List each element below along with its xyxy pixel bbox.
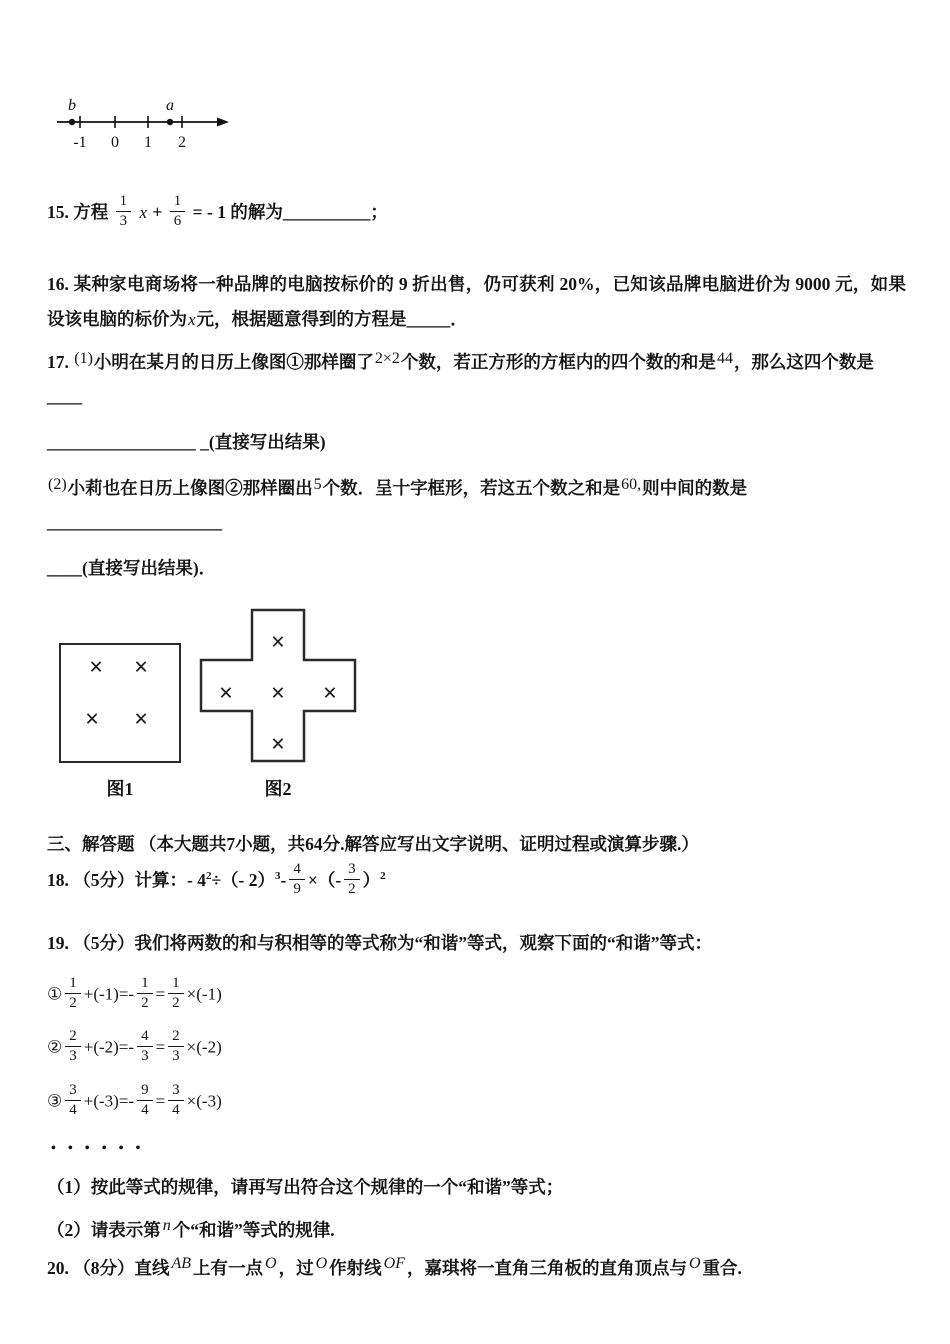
fraction-denominator: 4 — [141, 1101, 149, 1118]
question-17 — [47, 345, 906, 586]
fraction-denominator: 4 — [69, 1101, 77, 1118]
x-mark: × — [89, 653, 104, 681]
question-20 — [47, 1251, 906, 1285]
calendar-figures — [59, 608, 906, 801]
q15-tail: 的解为 — [230, 202, 283, 222]
axis-arrowhead — [217, 118, 229, 127]
variable-n: n — [162, 1216, 171, 1234]
q17-p2-note: (直接写出结果)． — [82, 558, 217, 579]
q16-number: 16. — [47, 273, 69, 294]
fraction-3-2 — [344, 861, 360, 899]
fraction-numerator: 4 — [137, 1028, 153, 1047]
fraction-1-3 — [116, 193, 132, 231]
fraction-numerator: 1 — [170, 193, 186, 212]
tick-label-2: 2 — [178, 134, 186, 151]
x-mark: × — [270, 628, 286, 656]
equation-segment: +(-2)=- — [83, 1037, 135, 1057]
equation-segment: ×(-2) — [186, 1037, 222, 1057]
q15-lead: 方程 — [73, 202, 109, 222]
q20-number: 20. — [47, 1257, 69, 1278]
equation-segment: ×(-3) — [186, 1091, 222, 1111]
fraction-numerator: 1 — [137, 975, 153, 994]
harmony-equation-3 — [47, 1081, 906, 1122]
q17-part2-tag: (2) — [48, 476, 67, 494]
fraction-denominator: 9 — [293, 881, 301, 898]
q18-text-1: （5分）计算：- 4 — [73, 869, 206, 890]
q17-p1-answer-blank: _________________ _ — [47, 432, 209, 453]
fraction — [168, 1028, 184, 1066]
question-18 — [47, 860, 906, 901]
q20-text-6: 重合. — [702, 1257, 742, 1278]
q18-text-3: - — [280, 869, 287, 890]
fraction — [65, 975, 81, 1013]
fraction-numerator: 4 — [289, 861, 305, 880]
figure2-label: 图2 — [264, 778, 292, 799]
equation-segment: = — [155, 1091, 166, 1111]
q20-text-3: ，过 — [278, 1257, 314, 1278]
q17-p1-text-a: 小明在某月的日历上像图①那样圈了 — [93, 351, 374, 372]
fraction-4-9 — [289, 861, 305, 899]
q17-p2-text-c: 则中间的数是 — [642, 478, 748, 499]
tick-label-1: 1 — [144, 134, 152, 151]
fraction — [65, 1028, 81, 1066]
q19-sub2-text-b: 个“和谐”等式的规律. — [172, 1219, 335, 1240]
x-mark: × — [322, 679, 338, 707]
ellipsis-dots: •••••• — [51, 1141, 153, 1157]
numberline-figure — [55, 98, 906, 159]
x-mark: × — [134, 653, 149, 681]
q15-end: ； — [370, 202, 388, 222]
figure2-cross — [199, 608, 357, 763]
x-mark: × — [270, 679, 286, 707]
q16-answer-blank: _____ — [406, 308, 451, 329]
q16-text-2: 元，根据题意得到的方程是 — [196, 308, 407, 329]
point-a-dot — [167, 119, 173, 125]
q17-p1-math-44: 44 — [716, 349, 733, 367]
fraction — [168, 975, 184, 1013]
fraction — [137, 1082, 153, 1120]
section-3-header — [47, 827, 906, 861]
circled-number-3: ③ — [47, 1091, 63, 1111]
fraction-numerator: 1 — [168, 975, 184, 994]
fraction — [168, 1082, 184, 1120]
fraction-1-6 — [170, 193, 186, 231]
variable-O: O — [689, 1254, 701, 1272]
q17-p2-text-b: 个数．呈十字框形，若这五个数之和是 — [322, 478, 621, 499]
q17-line-2 — [47, 425, 906, 459]
fraction-denominator: 3 — [172, 1048, 180, 1065]
figure1-column — [59, 643, 181, 801]
equation-segment: +(-3)=- — [83, 1091, 135, 1111]
variable-O: O — [265, 1254, 277, 1272]
q15-plus: + — [152, 202, 163, 222]
exponent-2: 2 — [380, 869, 386, 882]
equation-segment: = — [155, 984, 166, 1004]
figure2-column — [199, 608, 357, 801]
q18-text-5: ） — [362, 869, 381, 890]
fraction-numerator: 1 — [65, 975, 81, 994]
fraction-numerator: 3 — [65, 1082, 81, 1101]
x-mark: × — [270, 730, 286, 758]
q19-subquestion-1: （1）按此等式的规律，请再写出符合这个规律的一个“和谐”等式； — [47, 1177, 564, 1198]
q17-p1-blank: ____ — [47, 385, 82, 406]
q19-sub2-text-a: （2）请表示第 — [47, 1219, 161, 1240]
fraction — [137, 1028, 153, 1066]
section-3-title: 三、解答题 （本大题共7小题，共64分.解答应写出文字说明、证明过程或演算步骤.） — [47, 833, 699, 854]
fraction — [65, 1082, 81, 1120]
q17-p1-text-b: 个数，若正方形的方框内的四个数的和是 — [400, 351, 716, 372]
fraction-numerator: 2 — [168, 1028, 184, 1047]
point-b-dot — [69, 119, 75, 125]
fraction-numerator: 9 — [137, 1082, 153, 1101]
q20-text-4: 作射线 — [329, 1257, 382, 1278]
q16-end: ． — [450, 308, 468, 329]
fraction-numerator: 3 — [168, 1082, 184, 1101]
question-15 — [47, 195, 906, 233]
question-16 — [47, 267, 906, 337]
q19-number: 19. — [47, 933, 69, 954]
q17-p2-math-5: 5 — [313, 476, 322, 494]
fraction-denominator: 3 — [119, 213, 128, 230]
q17-p2-blank-2: ____ — [47, 558, 82, 579]
fraction-denominator: 6 — [173, 213, 182, 230]
q19-intro-line — [47, 926, 906, 960]
variable-O: O — [315, 1254, 328, 1272]
q17-p2-answer-blank: ____________________ — [47, 512, 222, 533]
figure1-square — [59, 643, 181, 763]
q19-intro: （5分）我们将两数的和与积相等的等式称为“和谐”等式，观察下面的“和谐”等式： — [73, 933, 712, 954]
question-19 — [47, 926, 906, 1246]
variable-x: x — [139, 203, 148, 222]
fraction-denominator: 4 — [172, 1101, 180, 1118]
fraction-denominator: 2 — [348, 881, 356, 898]
exponent-2: 2 — [205, 869, 212, 882]
tick-label-minus1: -1 — [73, 134, 87, 151]
q17-p1-math-2x2: 2×2 — [374, 349, 400, 367]
fraction-numerator: 1 — [116, 193, 132, 212]
q17-line-4 — [47, 551, 906, 585]
q15-equals: = - 1 — [192, 202, 226, 222]
point-a-label: a — [166, 98, 174, 114]
q17-number: 17. — [47, 351, 69, 372]
q20-text-1: （8分）直线 — [73, 1257, 170, 1278]
x-mark: × — [85, 705, 100, 733]
q17-part1-tag: (1) — [74, 349, 93, 367]
q15-number: 15. — [47, 202, 69, 222]
fraction-denominator: 3 — [69, 1048, 77, 1065]
equation-segment: ×(-1) — [186, 984, 222, 1004]
q20-text-2: 上有一点 — [193, 1257, 264, 1278]
variable-x: x — [188, 309, 196, 329]
circled-number-1: ① — [47, 984, 63, 1004]
fraction-numerator: 3 — [344, 861, 360, 880]
variable-OF: OF — [383, 1254, 405, 1272]
q20-text-5: ，嘉琪将一直角三角板的直角顶点与 — [407, 1257, 687, 1278]
q17-line-3 — [47, 471, 906, 539]
exponent-3: 3 — [275, 869, 281, 882]
q18-text-4: ×（- — [307, 869, 342, 890]
q17-p2-text-a: 小莉也在日历上像图②那样圈出 — [67, 478, 313, 499]
tick-label-0: 0 — [111, 134, 119, 151]
numberline-svg — [55, 98, 237, 154]
fraction — [137, 975, 153, 1013]
q18-text-2: ÷（- 2） — [211, 869, 276, 890]
x-mark: × — [134, 705, 149, 733]
q19-subquestion-2 — [47, 1213, 906, 1247]
equation-segment: +(-1)=- — [83, 984, 135, 1004]
q18-number: 18. — [47, 869, 69, 890]
fraction-denominator: 3 — [141, 1048, 149, 1065]
fraction-denominator: 2 — [141, 994, 149, 1011]
harmony-equation-1 — [47, 974, 906, 1015]
circled-number-2: ② — [47, 1037, 63, 1057]
variable-AB: AB — [171, 1254, 192, 1272]
q15-answer-blank: __________ — [282, 202, 371, 222]
x-mark: × — [218, 679, 234, 707]
fraction-denominator: 2 — [172, 994, 180, 1011]
harmony-equation-2 — [47, 1030, 906, 1068]
equation-segment: = — [155, 1037, 166, 1057]
fraction-denominator: 2 — [69, 994, 77, 1011]
q17-line-1 — [47, 345, 906, 413]
q16-text-1: 某种家电商场将一种品牌的电脑按标价的 9 折出售，仍可获利 20%，已知该品牌电脑进价为 9000 元，如果设该电脑的标价为 — [47, 273, 906, 329]
q17-p1-text-c: ，那么这四个数是 — [733, 351, 874, 372]
q17-p1-note: (直接写出结果) — [208, 432, 326, 453]
figure1-label: 图1 — [106, 778, 134, 799]
point-b-label: b — [68, 98, 76, 114]
q17-p2-math-60: 60, — [621, 476, 642, 494]
fraction-numerator: 2 — [65, 1028, 81, 1047]
